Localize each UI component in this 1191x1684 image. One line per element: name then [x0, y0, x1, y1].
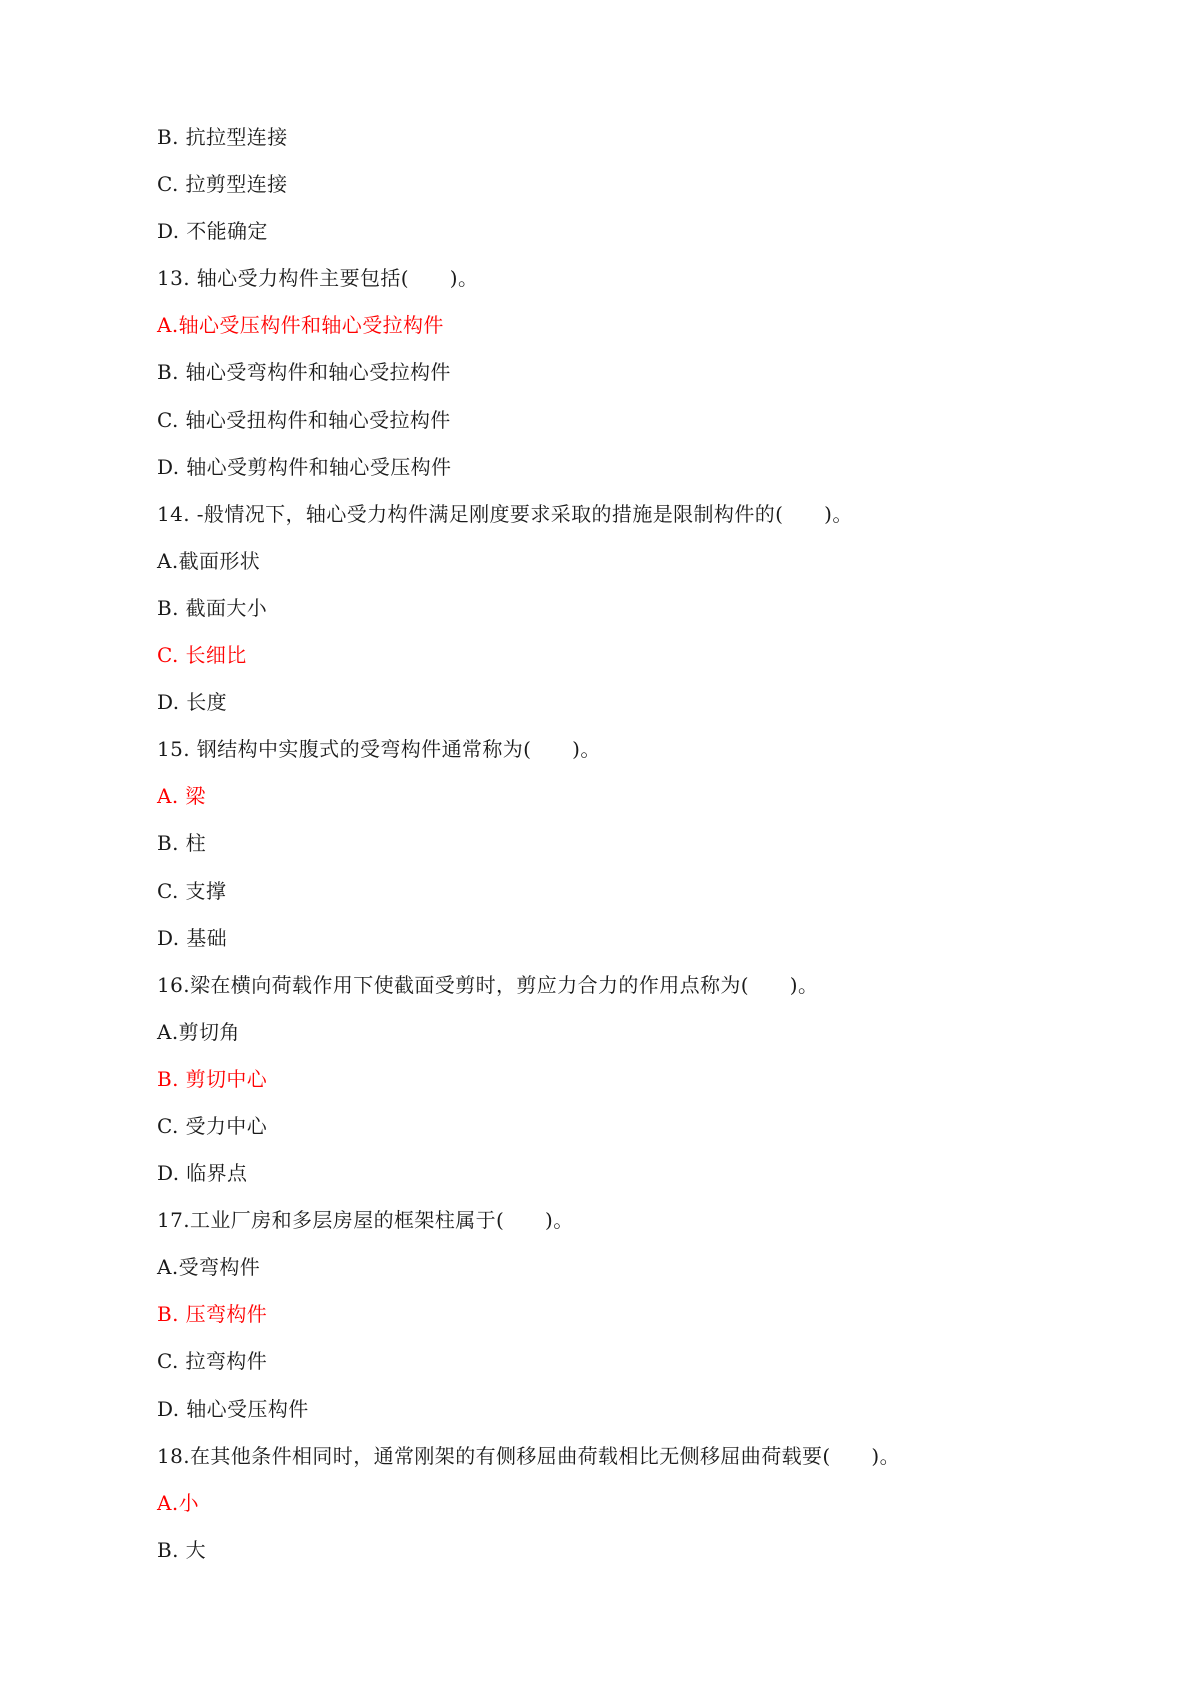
option-line: A.受弯构件	[157, 1255, 261, 1280]
option-line: D. 轴心受剪构件和轴心受压构件	[157, 454, 452, 479]
answer-option: A.小	[157, 1490, 200, 1515]
option-line: A.截面形状	[157, 548, 261, 573]
option-line: B. 轴心受弯构件和轴心受拉构件	[157, 360, 451, 385]
answer-option: A.轴心受压构件和轴心受拉构件	[157, 313, 444, 338]
option-line: B. 截面大小	[157, 595, 268, 620]
option-line: D. 不能确定	[157, 219, 268, 244]
option-line: C. 拉弯构件	[157, 1349, 268, 1374]
answer-option: A. 梁	[157, 784, 206, 809]
answer-option: C. 长细比	[157, 643, 247, 668]
question-list	[157, 120, 1117, 1580]
answer-option: B. 剪切中心	[157, 1066, 268, 1091]
question-stem: 13. 轴心受力构件主要包括( )。	[157, 266, 479, 291]
question-stem: 14. -般情况下，轴心受力构件满足刚度要求采取的措施是限制构件的( )。	[157, 501, 853, 526]
question-stem: 15. 钢结构中实腹式的受弯构件通常称为( )。	[157, 737, 601, 762]
question-stem: 18.在其他条件相同时，通常刚架的有侧移屈曲荷载相比无侧移屈曲荷载要( )。	[157, 1443, 901, 1468]
option-line: B. 大	[157, 1537, 207, 1562]
answer-option: B. 压弯构件	[157, 1302, 268, 1327]
option-line: C. 受力中心	[157, 1113, 268, 1138]
option-line: B. 抗拉型连接	[157, 125, 288, 149]
option-line: C. 拉剪型连接	[157, 172, 288, 197]
question-stem: 16.梁在横向荷载作用下使截面受剪时，剪应力合力的作用点称为( )。	[157, 972, 819, 997]
option-line: B. 柱	[157, 831, 207, 856]
option-line: D. 长度	[157, 690, 228, 715]
option-line: D. 基础	[157, 925, 228, 950]
option-line: D. 临界点	[157, 1161, 248, 1186]
option-line: C. 支撑	[157, 878, 227, 903]
option-line: A.剪切角	[157, 1019, 240, 1044]
option-line: C. 轴心受扭构件和轴心受拉构件	[157, 407, 451, 432]
question-stem: 17.工业厂房和多层房屋的框架柱属于( )。	[157, 1208, 574, 1233]
option-line: D. 轴心受压构件	[157, 1396, 309, 1421]
